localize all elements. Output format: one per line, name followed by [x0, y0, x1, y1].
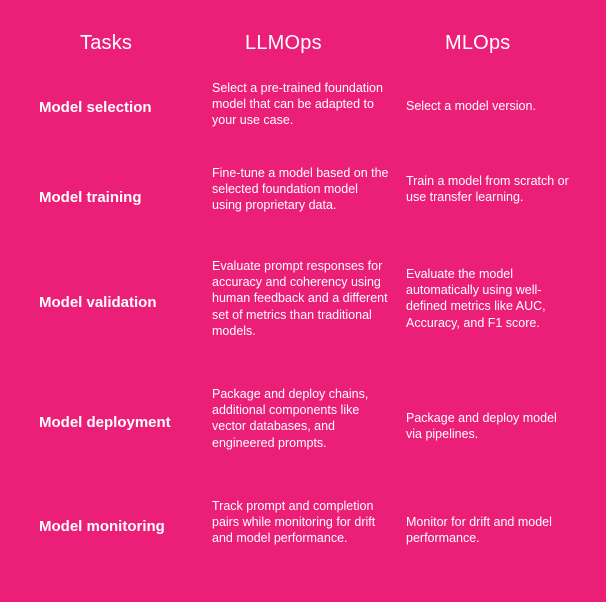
table-header [0, 30, 606, 60]
task-name: Model selection [39, 99, 152, 116]
mlops-description: Train a model from scratch or use transfer learning. [406, 174, 569, 205]
llmops-description: Track prompt and completion pairs while monitoring for drift and model performance. [212, 499, 376, 546]
mlops-description: Select a model version. [406, 99, 536, 113]
mlops-description: Evaluate the model automatically using well-defined metrics like AUC, Accuracy, and F1 score. [406, 267, 546, 330]
llmops-description: Select a pre-trained foundation model that can be adapted to your use case. [212, 81, 383, 128]
llmops-description: Package and deploy chains, additional components like vector databases, and engineered prompts. [212, 387, 369, 450]
task-name: Model deployment [39, 414, 171, 431]
task-name: Model validation [39, 294, 157, 311]
mlops-description: Monitor for drift and model performance. [406, 515, 552, 546]
column-header-tasks: Tasks [80, 32, 133, 54]
column-header-llmops: LLMOps [245, 32, 322, 54]
task-name: Model training [39, 189, 142, 206]
llmops-description: Evaluate prompt responses for accuracy and coherency using human feedback and a different set of metrics than traditional models. [212, 259, 388, 338]
column-header-mlops: MLOps [445, 32, 511, 54]
mlops-description: Package and deploy model via pipelines. [406, 411, 557, 442]
llmops-description: Fine-tune a model based on the selected foundation model using proprietary data. [212, 166, 389, 213]
task-name: Model monitoring [39, 518, 165, 535]
